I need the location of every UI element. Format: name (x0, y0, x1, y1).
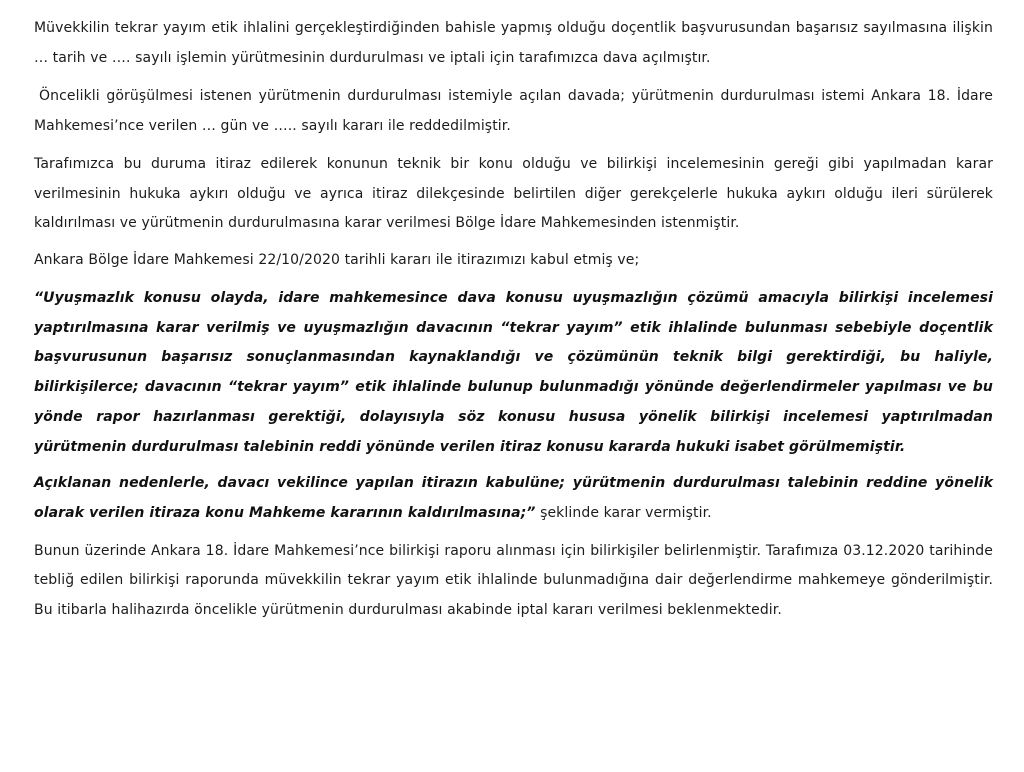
quoted-decision-conclusion (34, 469, 993, 528)
paragraph-injunction-rejected: Öncelikli görüşülmesi istenen yürütmenin durdurulması istemiyle açılan davada; yürütmenin durdurulması istemi Ankara 18. İdare Mahkemesi’nce verilen … gün ve ….. sayılı kararı ile reddedilmiştir. (34, 88, 993, 134)
paragraph-regional-court-decision: Ankara Bölge İdare Mahkemesi 22/10/2020 tarihli kararı ile itirazımızı kabul etmiş ve; (34, 251, 640, 268)
quoted-decision-reasoning: “Uyuşmazlık konusu olayda, idare mahkemesince dava konusu uyuşmazlığın çözümü amacıyla bilirkişi incelemesi yaptırılmasına karar verilmiş ve uyuşmazlığın davacının “tekrar yayım” etik ihlalinde bulunması sebebiyle doçentlik başvurusunun başarısız sonuçlanmasından kaynaklandığı ve çözümünün teknik bilgi gerektirdiği, bu haliyle, bilirkişilerce; davacının “tekrar yayım” etik ihlalinde bulunup bulunmadığı yönünde değerlendirmeler yapılması ve bu yönde rapor hazırlanması gerektiği, dolayısıyla söz konusu hususa yönelik bilirkişi incelemesi yaptırılmadan yürütmenin durdurulması talebinin reddi yönünde verilen itiraz konusu kararda hukuki isabet görülmemiştir. (34, 290, 993, 455)
paragraph-expert-report: Bunun üzerinde Ankara 18. İdare Mahkemesi’nce bilirkişi raporu alınması için bilirkişiler belirlenmiştir. Tarafımıza 03.12.2020 tarihinde tebliğ edilen bilirkişi raporunda müvekkilin tekrar yayım etik ihlalinde bulunmadığına dair değerlendirme mahkemeye gönderilmiştir. Bu itibarla halihazırda öncelikle yürütmenin durdurulması akabinde iptal kararı verilmesi beklenmektedir. (34, 542, 993, 618)
quoted-decision-suffix: şeklinde karar vermiştir. (535, 504, 712, 521)
paragraph-case-background: Müvekkilin tekrar yayım etik ihlalini gerçekleştirdiğinden bahisle yapmış olduğu doçentlik başvurusundan başarısız sayılmasına ilişkin … tarih ve …. sayılı işlemin yürütmesinin durdurulması ve iptali için tarafımızca dava açılmıştır. (34, 20, 993, 66)
paragraph-objection: Tarafımızca bu duruma itiraz edilerek konunun teknik bir konu olduğu ve bilirkişi incelemesinin gereği gibi yapılmadan karar verilmesinin hukuka aykırı olduğu ve ayrıca itiraz dilekçesinde belirtilen diğer gerekçelerle hukuka aykırı olduğu ileri sürülerek kaldırılması ve yürütmenin durdurulmasına karar verilmesi Bölge İdare Mahkemesinden istenmiştir. (34, 156, 993, 231)
quoted-decision-conclusion-text: Açıklanan nedenlerle, davacı vekilince yapılan itirazın kabulüne; yürütmenin durdurulması talebinin reddine yönelik olarak verilen itiraza konu Mahkeme kararının kaldırılmasına;” (34, 475, 993, 521)
